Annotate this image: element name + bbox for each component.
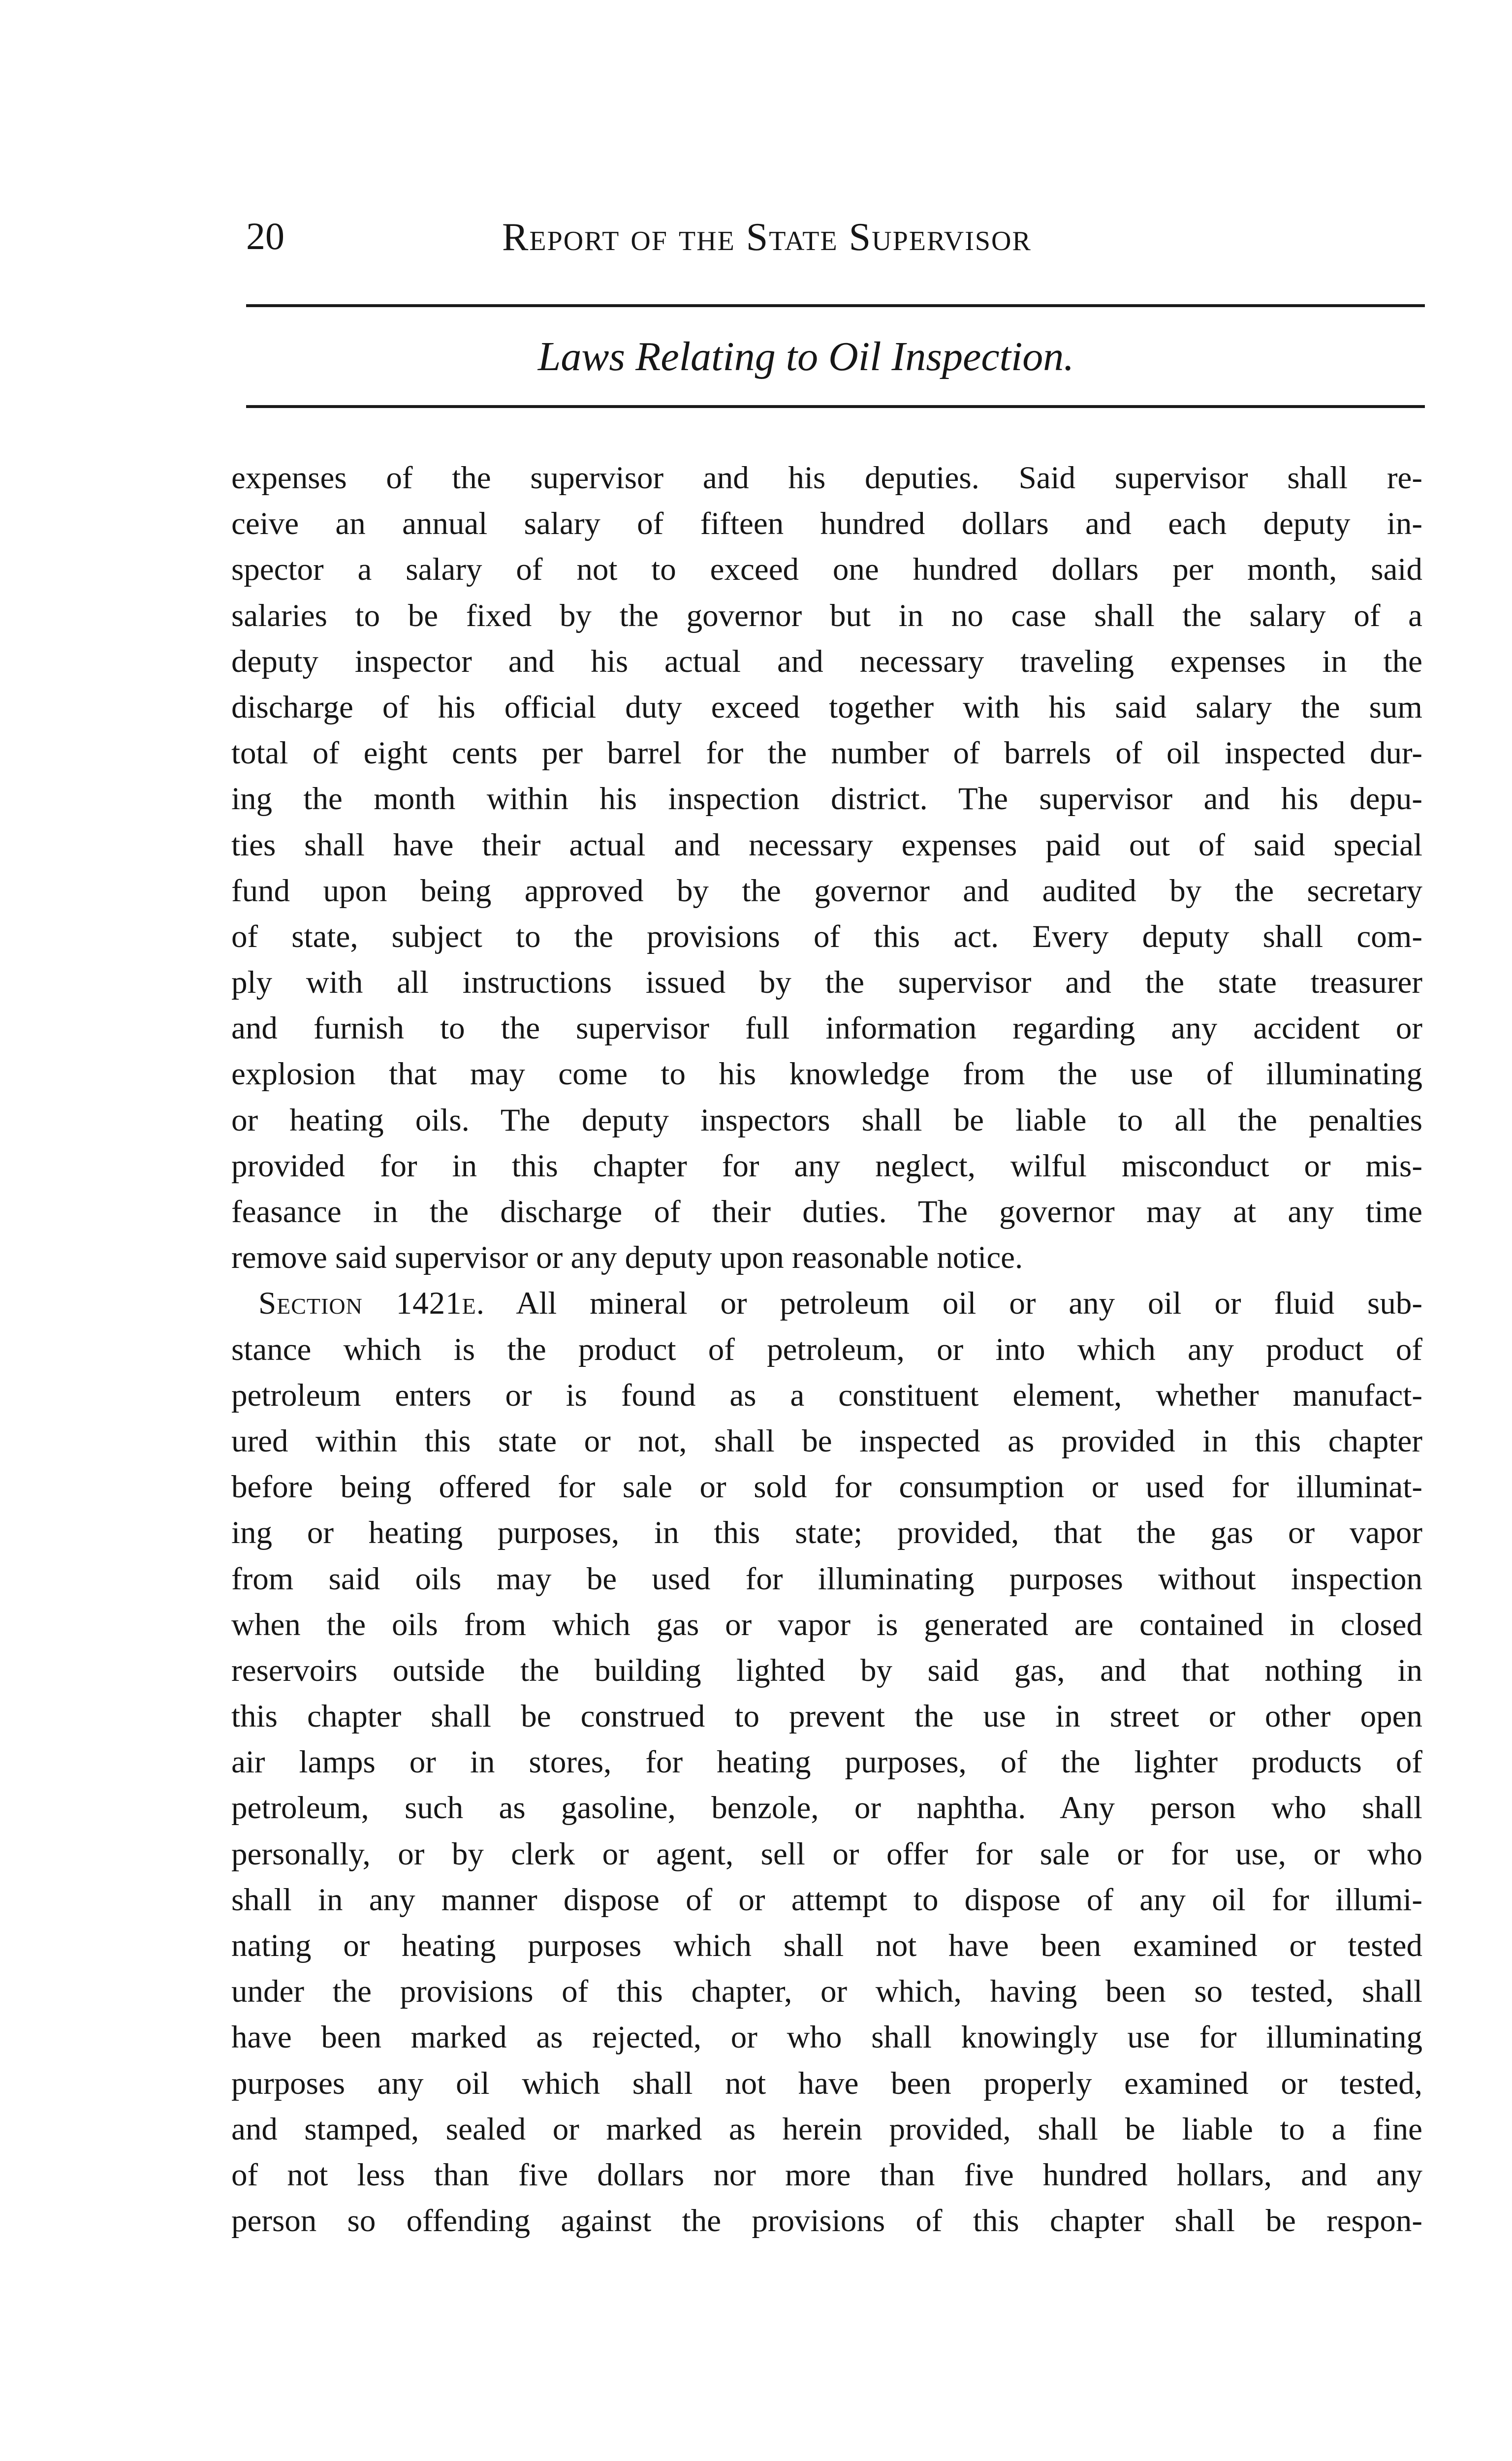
text-line: ply with all instructions issued by the supervisor and the state treasurer — [231, 965, 1422, 1001]
text-line: discharge of his official duty exceed together with his said salary the sum — [231, 689, 1422, 725]
text-line: air lamps or in stores, for heating purposes, of the lighter products of — [231, 1744, 1422, 1780]
section-label: Section 1421e. — [258, 1286, 485, 1322]
text-line: spector a salary of not to exceed one hundred dollars per month, said — [231, 552, 1422, 588]
text-line: have been marked as rejected, or who shall knowingly use for illuminating — [231, 2019, 1422, 2055]
text-line: from said oils may be used for illuminating purposes without inspection — [231, 1561, 1422, 1597]
text-line: fund upon being approved by the governor and audited by the secretary — [231, 873, 1422, 909]
text-line: ured within this state or not, shall be inspected as provided in this chapter — [231, 1423, 1422, 1459]
body-text — [231, 455, 1422, 2244]
text-line: ties shall have their actual and necessary expenses paid out of said special — [231, 827, 1422, 863]
section-first-line-text: All mineral or petroleum oil or any oil or fluid sub- — [516, 1286, 1422, 1322]
header-rule-bottom — [246, 405, 1425, 408]
header-rule-top — [246, 304, 1425, 307]
text-line: provided for in this chapter for any neglect, wilful misconduct or mis- — [231, 1148, 1422, 1184]
text-line: purposes any oil which shall not have been properly examined or tested, — [231, 2065, 1422, 2101]
text-line: petroleum, such as gasoline, benzole, or naphtha. Any person who shall — [231, 1790, 1422, 1826]
text-line: feasance in the discharge of their duties. The governor may at any time — [231, 1194, 1422, 1230]
text-line: and furnish to the supervisor full information regarding any accident or — [231, 1010, 1422, 1046]
text-line: explosion that may come to his knowledge from the use of illuminating — [231, 1056, 1422, 1092]
text-line: expenses of the supervisor and his deputies. Said supervisor shall re- — [231, 460, 1422, 496]
running-head — [246, 212, 1427, 266]
text-line: this chapter shall be construed to prevent the use in street or other open — [231, 1699, 1422, 1735]
text-line: ceive an annual salary of fifteen hundred dollars and each deputy in- — [231, 506, 1422, 542]
text-line: reservoirs outside the building lighted by said gas, and that nothing in — [231, 1652, 1422, 1688]
text-line: salaries to be fixed by the governor but in no case shall the salary of a — [231, 598, 1422, 633]
page-number: 20 — [246, 215, 284, 257]
text-line: remove said supervisor or any deputy upon reasonable notice. — [231, 1240, 1023, 1276]
text-line: stance which is the product of petroleum, or into which any product of — [231, 1331, 1422, 1367]
text-line: and stamped, sealed or marked as herein provided, shall be liable to a fine — [231, 2111, 1422, 2147]
section-title: Laws Relating to Oil Inspection. — [537, 334, 1074, 379]
text-line: or heating oils. The deputy inspectors shall be liable to all the penalties — [231, 1102, 1422, 1138]
report-title: Report of the State Supervisor — [502, 216, 1032, 259]
text-line: ing the month within his inspection district. The supervisor and his depu- — [231, 781, 1422, 817]
text-line: under the provisions of this chapter, or which, having been so tested, shall — [231, 1974, 1422, 2010]
text-line: person so offending against the provisions of this chapter shall be respon- — [231, 2203, 1422, 2239]
section-first-line — [231, 1281, 1422, 1326]
text-line: shall in any manner dispose of or attempt to dispose of any oil for illumi- — [231, 1882, 1422, 1918]
text-line: of not less than five dollars nor more than five hundred hollars, and any — [231, 2157, 1422, 2193]
text-line: when the oils from which gas or vapor is generated are contained in closed — [231, 1607, 1422, 1642]
text-line: petroleum enters or is found as a constituent element, whether manufact- — [231, 1377, 1422, 1413]
text-line: deputy inspector and his actual and necessary traveling expenses in the — [231, 643, 1422, 679]
text-line: nating or heating purposes which shall not have been examined or tested — [231, 1928, 1422, 1963]
text-line: of state, subject to the provisions of this act. Every deputy shall com- — [231, 918, 1422, 954]
text-line: before being offered for sale or sold for consumption or used for illuminat- — [231, 1469, 1422, 1505]
text-line: personally, or by clerk or agent, sell or offer for sale or for use, or who — [231, 1836, 1422, 1872]
text-line: total of eight cents per barrel for the number of barrels of oil inspected dur- — [231, 735, 1422, 771]
text-line: ing or heating purposes, in this state; provided, that the gas or vapor — [231, 1515, 1422, 1551]
